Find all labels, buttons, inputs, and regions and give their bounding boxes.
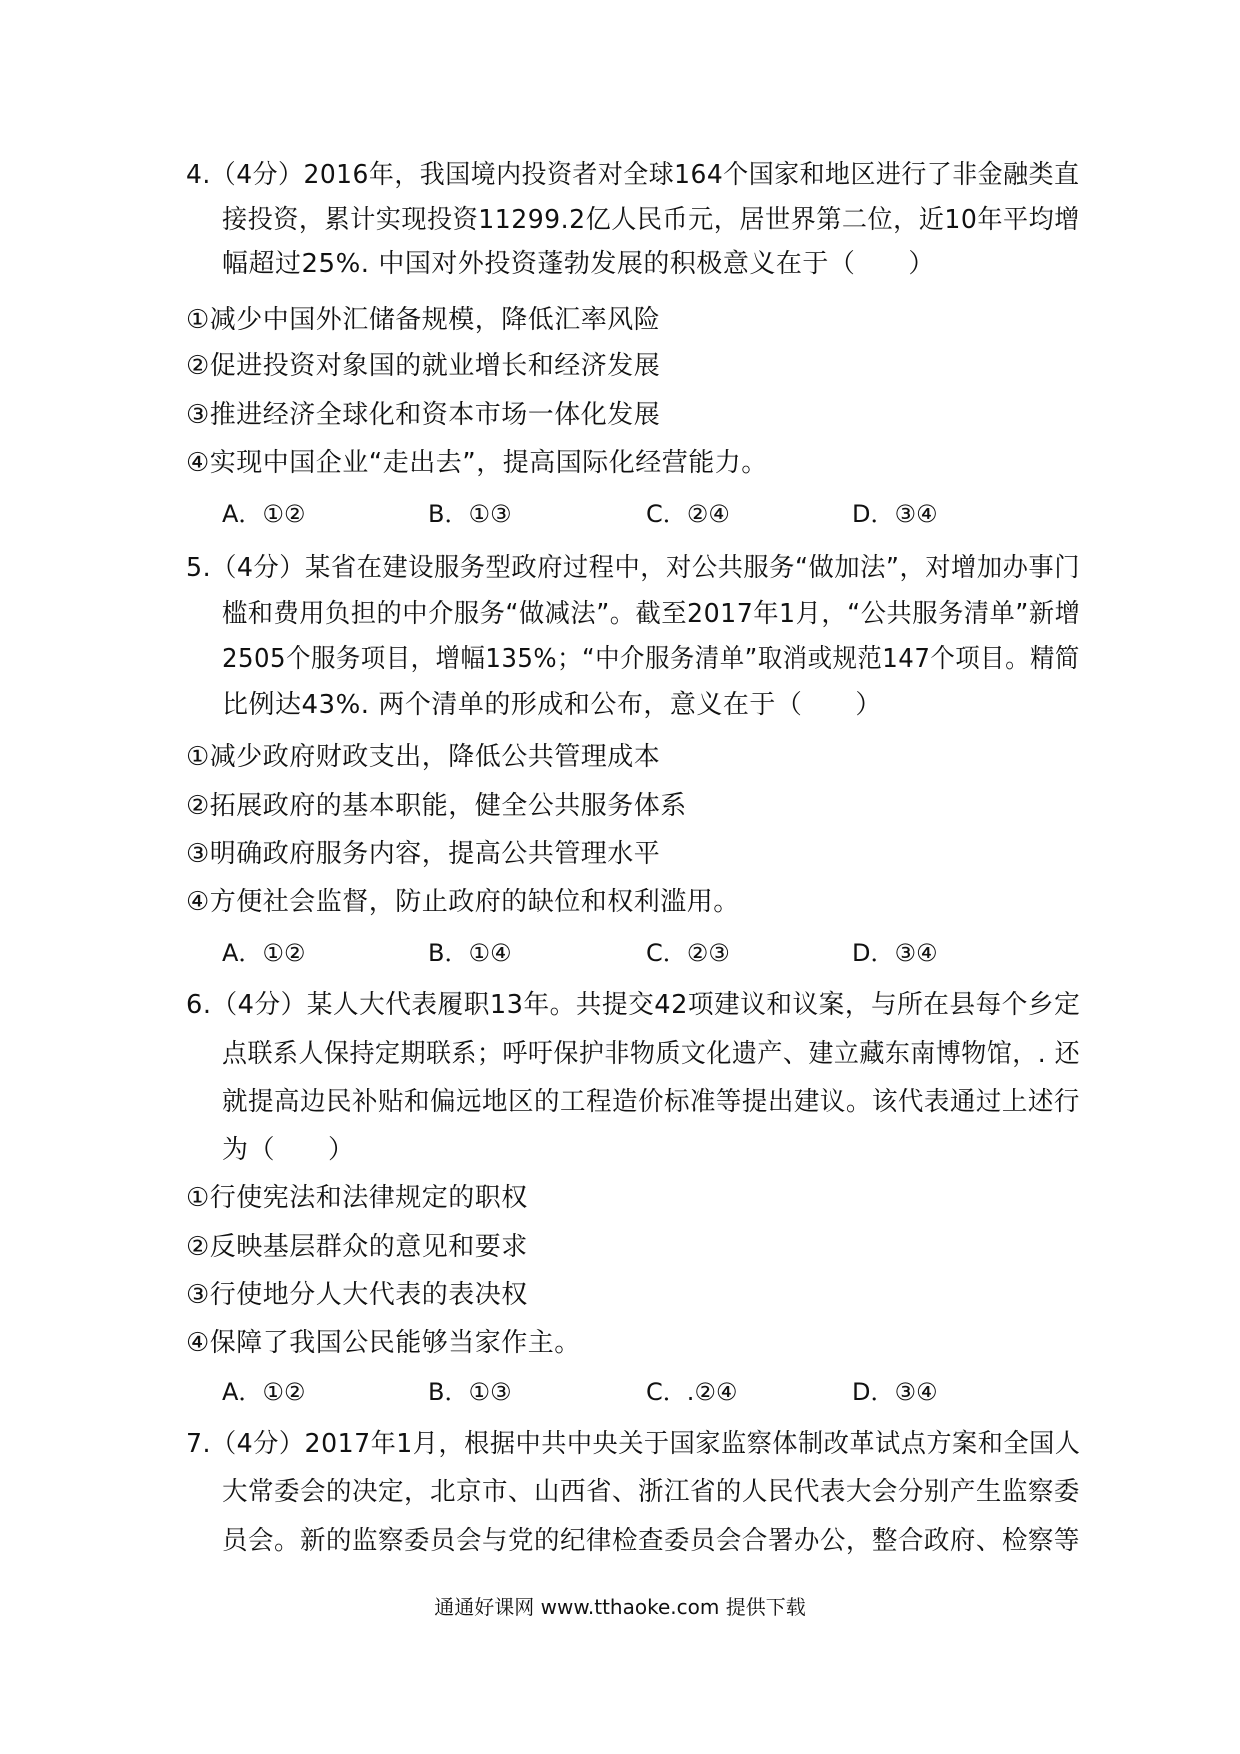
question-4-statement-1: ①减少中国外汇储备规模，降低汇率风险 [186, 305, 661, 335]
question-5-line-1: 5.（4分）某省在建设服务型政府过程中，对公共服务“做加法”，对增加办事门 [186, 553, 1080, 583]
question-7-line-2: 大常委会的决定，北京市、山西省、浙江省的人民代表大会分别产生监察委 [222, 1477, 1080, 1507]
question-6-line-2: 点联系人保持定期联系；呼吁保护非物质文化遗产、建立藏东南博物馆，. 还 [222, 1039, 1081, 1069]
question-4-statement-4: ④实现中国企业“走出去”，提高国际化经营能力。 [186, 448, 768, 478]
question-7-line-1: 7.（4分）2017年1月，根据中共中央关于国家监察体制改革试点方案和全国人 [186, 1429, 1081, 1459]
question-5-statement-3: ③明确政府服务内容，提高公共管理水平 [186, 839, 661, 869]
question-5-option-b: B．①④ [428, 939, 512, 967]
question-5-line-4: 比例达43%. 两个清单的形成和公布，意义在于（ ） [222, 690, 882, 720]
question-4-line-3: 幅超过25%. 中国对外投资蓬勃发展的积极意义在于（ ） [222, 249, 935, 279]
question-6-statement-4: ④保障了我国公民能够当家作主。 [186, 1328, 581, 1358]
question-4-option-d: D．③④ [852, 500, 938, 528]
question-5-option-d: D．③④ [852, 939, 938, 967]
question-6-line-3: 就提高边民补贴和偏远地区的工程造价标准等提出建议。该代表通过上述行 [222, 1087, 1080, 1117]
footer-source-note: 通通好课网 www.tthaoke.com 提供下载 [434, 1595, 806, 1619]
question-6-line-4: 为（ ） [222, 1135, 355, 1165]
question-6-option-b: B．①③ [428, 1378, 512, 1406]
question-7-line-3: 员会。新的监察委员会与党的纪律检查委员会合署办公，整合政府、检察等 [222, 1526, 1080, 1556]
question-6-option-d: D．③④ [852, 1378, 938, 1406]
question-5-statement-4: ④方便社会监督，防止政府的缺位和权利滥用。 [186, 887, 740, 917]
question-6-option-c: C．.②④ [646, 1378, 738, 1406]
question-4-option-c: C．②④ [646, 500, 730, 528]
question-5-line-2: 槛和费用负担的中介服务“做减法”。截至2017年1月，“公共服务清单”新增 [222, 599, 1081, 629]
question-5-option-a: A．①② [222, 939, 306, 967]
question-4-option-b: B．①③ [428, 500, 512, 528]
question-4-statement-2: ②促进投资对象国的就业增长和经济发展 [186, 351, 661, 381]
question-6-statement-2: ②反映基层群众的意见和要求 [186, 1232, 528, 1262]
question-6-statement-3: ③行使地分人大代表的表决权 [186, 1280, 528, 1310]
question-5-option-c: C．②③ [646, 939, 730, 967]
question-6-statement-1: ①行使宪法和法律规定的职权 [186, 1183, 528, 1213]
question-4-line-2: 接投资，累计实现投资11299.2亿人民币元，居世界第二位，近10年平均增 [222, 205, 1080, 235]
question-4-statement-3: ③推进经济全球化和资本市场一体化发展 [186, 400, 661, 430]
question-4-line-1: 4.（4分）2016年，我国境内投资者对全球164个国家和地区进行了非金融类直 [186, 160, 1080, 190]
question-4-option-a: A．①② [222, 500, 306, 528]
question-6-option-a: A．①② [222, 1378, 306, 1406]
question-5-statement-2: ②拓展政府的基本职能，健全公共服务体系 [186, 791, 687, 821]
question-6-line-1: 6.（4分）某人大代表履职13年。共提交42项建议和议案，与所在县每个乡定 [186, 990, 1081, 1020]
question-5-line-3: 2505个服务项目，增幅135%；“中介服务清单”取消或规范147个项目。精简 [222, 644, 1080, 674]
question-5-statement-1: ①减少政府财政支出，降低公共管理成本 [186, 742, 661, 772]
